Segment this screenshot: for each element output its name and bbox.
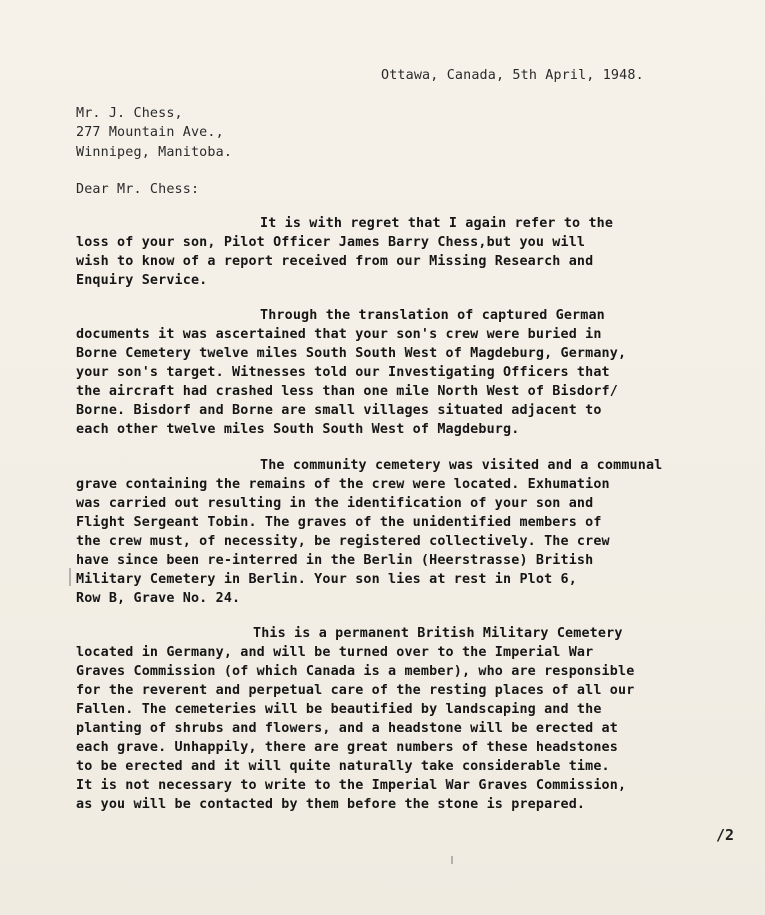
paragraph-4-line-7: each grave. Unhappily, there are great numbers of these headstones: [76, 740, 618, 755]
paragraph-4-line-3: Graves Commission (of which Canada is a member), who are responsible: [76, 664, 635, 679]
paragraph-3-line-7: Military Cemetery in Berlin. Your son lies at rest in Plot 6,: [76, 572, 577, 587]
recipient-name: Mr. J. Chess,: [76, 106, 183, 121]
recipient-street: 277 Mountain Ave.,: [76, 125, 224, 140]
paragraph-1-line-3: wish to know of a report received from our Missing Research and: [76, 254, 594, 269]
date-line: Ottawa, Canada, 5th April, 1948.: [381, 68, 644, 83]
paragraph-4-line-5: Fallen. The cemeteries will be beautified by landscaping and the: [76, 702, 602, 717]
paragraph-3-line-2: grave containing the remains of the crew were located. Exhumation: [76, 477, 610, 492]
paragraph-4-line-9: It is not necessary to write to the Imperial War Graves Commission,: [76, 778, 627, 793]
salutation: Dear Mr. Chess:: [76, 182, 200, 197]
paragraph-2-line-2: documents it was ascertained that your son's crew were buried in: [76, 327, 602, 342]
paragraph-4-line-4: for the reverent and perpetual care of the resting places of all our: [76, 683, 635, 698]
paragraph-3-line-5: the crew must, of necessity, be registered collectively. The crew: [76, 534, 610, 549]
paragraph-2-line-1: Through the translation of captured German: [260, 308, 605, 323]
paragraph-2-line-3: Borne Cemetery twelve miles South South West of Magdeburg, Germany,: [76, 346, 627, 361]
paragraph-2-line-4: your son's target. Witnesses told our Investigating Officers that: [76, 365, 610, 380]
paragraph-2-line-6: Borne. Bisdorf and Borne are small villages situated adjacent to: [76, 403, 602, 418]
paragraph-4-line-6: planting of shrubs and flowers, and a headstone will be erected at: [76, 721, 618, 736]
paragraph-3-line-4: Flight Sergeant Tobin. The graves of the unidentified members of: [76, 515, 602, 530]
recipient-city: Winnipeg, Manitoba.: [76, 145, 233, 160]
paragraph-4-line-2: located in Germany, and will be turned over to the Imperial War: [76, 645, 594, 660]
paragraph-4-line-8: to be erected and it will quite naturally take considerable time.: [76, 759, 610, 774]
paragraph-1-line-1: It is with regret that I again refer to the: [260, 216, 614, 231]
paragraph-2-line-7: each other twelve miles South South West of Magdeburg.: [76, 422, 520, 437]
paragraph-3-line-8: Row B, Grave No. 24.: [76, 591, 241, 606]
page-marker: /2: [716, 826, 735, 844]
paragraph-2-line-5: the aircraft had crashed less than one mile North West of Bisdorf/: [76, 384, 618, 399]
margin-pencil-mark: [69, 568, 71, 586]
paragraph-4-line-1: This is a permanent British Military Cemetery: [253, 626, 623, 641]
paragraph-3-line-1: The community cemetery was visited and a communal: [260, 458, 663, 473]
paragraph-3-line-6: have since been re-interred in the Berlin (Heerstrasse) British: [76, 553, 594, 568]
paper-speck: [451, 856, 453, 864]
paragraph-1-line-4: Enquiry Service.: [76, 273, 208, 288]
paragraph-1-line-2: loss of your son, Pilot Officer James Barry Chess,but you will: [76, 235, 586, 250]
paragraph-3-line-3: was carried out resulting in the identification of your son and: [76, 496, 594, 511]
paragraph-4-line-10: as you will be contacted by them before the stone is prepared.: [76, 797, 586, 812]
